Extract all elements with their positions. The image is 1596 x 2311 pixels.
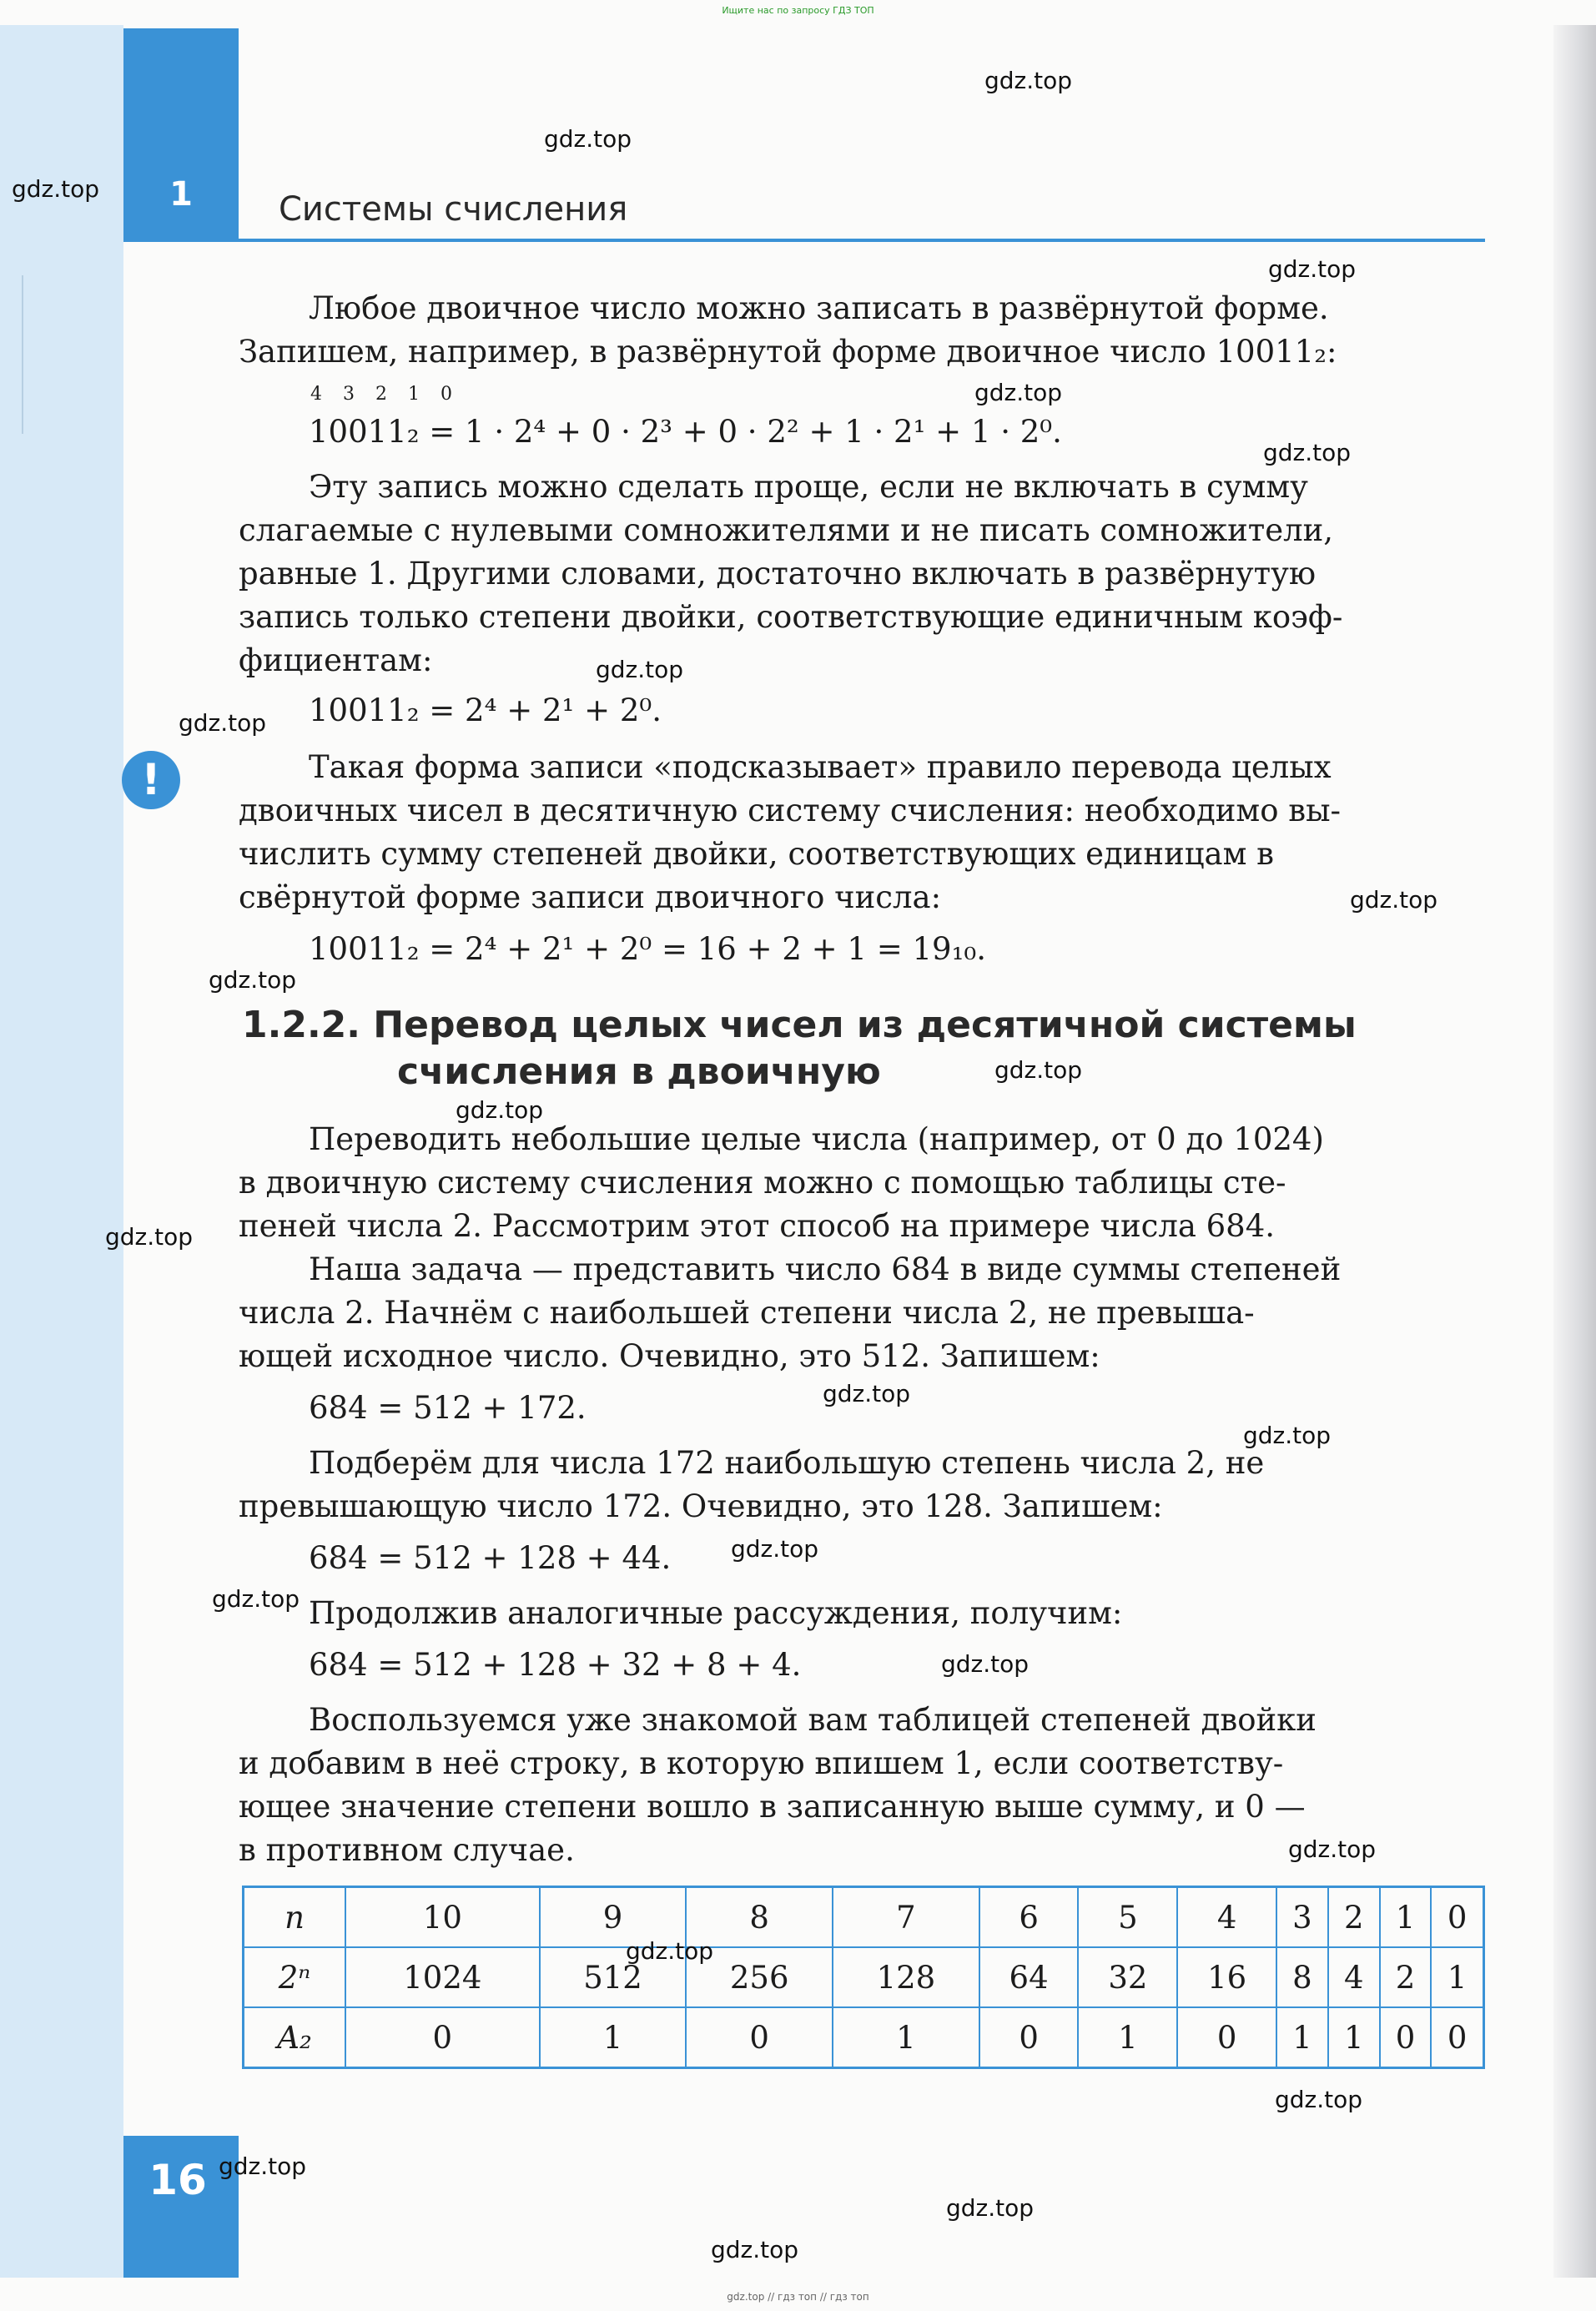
watermark: gdz.top bbox=[994, 1056, 1083, 1084]
table-cell: 9 bbox=[540, 1887, 687, 1948]
section-heading: 1.2.2. Перевод целых чисел из десятичной системы bbox=[242, 1004, 1357, 1046]
text-line: Эту запись можно сделать проще, если не включать в сумму bbox=[309, 469, 1308, 505]
row-header: n bbox=[244, 1887, 346, 1948]
table-cell: 0 bbox=[345, 2007, 540, 2068]
table-cell: 1024 bbox=[345, 1947, 540, 2007]
text-line: числа 2. Начнём с наибольшей степени числа 2, не превыша- bbox=[239, 1295, 1255, 1331]
formula: 684 = 512 + 172. bbox=[309, 1390, 587, 1426]
text-line: Переводить небольшие целые числа (например, от 0 до 1024) bbox=[309, 1121, 1324, 1157]
table-cell: 2 bbox=[1328, 1887, 1380, 1948]
text-line: Запишем, например, в развёрнутой форме двоичное число 10011₂: bbox=[239, 334, 1337, 370]
watermark: gdz.top bbox=[105, 1223, 194, 1251]
table-cell: 4 bbox=[1328, 1947, 1380, 2007]
table-cell: 1 bbox=[833, 2007, 979, 2068]
table-cell: 64 bbox=[979, 1947, 1079, 2007]
table-row-n bbox=[244, 1887, 1484, 1948]
text-line: слагаемые с нулевыми сомножителями и не писать сомножители, bbox=[239, 512, 1334, 548]
text-line: двоичных чисел в десятичную систему счисления: необходимо вы- bbox=[239, 793, 1342, 828]
table-cell: 6 bbox=[979, 1887, 1079, 1948]
table-cell: 0 bbox=[686, 2007, 833, 2068]
text-line: пеней числа 2. Рассмотрим этот способ на примере числа 684. bbox=[239, 1208, 1276, 1244]
margin-line bbox=[22, 275, 23, 434]
top-note: Ищите нас по запросу ГДЗ ТОП bbox=[722, 5, 874, 16]
watermark: gdz.top bbox=[711, 2236, 799, 2263]
header-rule bbox=[123, 239, 1485, 242]
formula: 684 = 512 + 128 + 32 + 8 + 4. bbox=[309, 1647, 802, 1683]
table-cell: 256 bbox=[686, 1947, 833, 2007]
text-line: и добавим в неё строку, в которую впишем 1, если соответству- bbox=[239, 1745, 1284, 1781]
formula: 10011₂ = 2⁴ + 2¹ + 2⁰ = 16 + 2 + 1 = 19₁₀. bbox=[309, 931, 986, 967]
watermark: gdz.top bbox=[596, 656, 684, 683]
watermark: gdz.top bbox=[1243, 1422, 1332, 1449]
table-row-power bbox=[244, 1947, 1484, 2007]
formula: 10011₂ = 1 · 2⁴ + 0 · 2³ + 0 · 2² + 1 · 2¹ + 1 · 2⁰. bbox=[309, 414, 1062, 450]
watermark: gdz.top bbox=[456, 1096, 544, 1124]
text-line: равные 1. Другими словами, достаточно включать в развёрнутую bbox=[239, 556, 1317, 592]
header-title: Системы счисления bbox=[279, 190, 628, 229]
watermark: gdz.top bbox=[1288, 1835, 1377, 1863]
row-header: 2ⁿ bbox=[244, 1947, 346, 2007]
table-cell: 0 bbox=[1431, 1887, 1483, 1948]
watermark: gdz.top bbox=[219, 2152, 307, 2180]
text-line: ющей исходное число. Очевидно, это 512. Запишем: bbox=[239, 1338, 1100, 1374]
watermark: gdz.top bbox=[984, 67, 1073, 94]
table-row-binary bbox=[244, 2007, 1484, 2068]
watermark: gdz.top bbox=[1268, 255, 1357, 283]
table-cell: 7 bbox=[833, 1887, 979, 1948]
watermark: gdz.top bbox=[974, 379, 1063, 406]
exponent-digits: 4 3 2 1 0 bbox=[310, 384, 460, 405]
watermark: gdz.top bbox=[941, 1650, 1030, 1678]
table-cell: 1 bbox=[1328, 2007, 1380, 2068]
left-margin-strip bbox=[0, 25, 123, 2278]
table-cell: 0 bbox=[979, 2007, 1079, 2068]
powers-of-two-table bbox=[242, 1886, 1485, 2069]
table-cell: 1 bbox=[1431, 1947, 1483, 2007]
table-cell: 8 bbox=[1276, 1947, 1328, 2007]
text-line: запись только степени двойки, соответствующие единичным коэф- bbox=[239, 599, 1343, 635]
text-line: Подберём для числа 172 наибольшую степень числа 2, не bbox=[309, 1445, 1265, 1481]
watermark: gdz.top bbox=[212, 1585, 300, 1613]
watermark: gdz.top bbox=[179, 709, 267, 737]
watermark: gdz.top bbox=[946, 2194, 1035, 2222]
table-cell: 10 bbox=[345, 1887, 540, 1948]
watermark: gdz.top bbox=[823, 1380, 911, 1407]
table-cell: 3 bbox=[1276, 1887, 1328, 1948]
table-cell: 0 bbox=[1380, 2007, 1432, 2068]
text-line: в двоичную систему счисления можно с помощью таблицы сте- bbox=[239, 1165, 1286, 1201]
formula: 684 = 512 + 128 + 44. bbox=[309, 1540, 672, 1576]
row-header: A₂ bbox=[244, 2007, 346, 2068]
watermark: gdz.top bbox=[12, 175, 100, 203]
text-line: Такая форма записи «подсказывает» правило перевода целых bbox=[309, 749, 1332, 785]
watermark: gdz.top bbox=[544, 125, 632, 153]
exclamation-icon: ! bbox=[122, 751, 180, 809]
text-line: свёрнутой форме записи двоичного числа: bbox=[239, 879, 942, 915]
page-number: 16 bbox=[149, 2156, 207, 2204]
table-cell: 1 bbox=[1380, 1887, 1432, 1948]
table-cell: 512 bbox=[540, 1947, 687, 2007]
text-line: превышающую число 172. Очевидно, это 128. Запишем: bbox=[239, 1488, 1163, 1524]
text-line: фициентам: bbox=[239, 642, 433, 678]
watermark: gdz.top bbox=[209, 966, 297, 994]
formula: 10011₂ = 2⁴ + 2¹ + 2⁰. bbox=[309, 692, 662, 728]
chapter-number: 1 bbox=[169, 175, 193, 214]
watermark: gdz.top bbox=[1263, 439, 1352, 466]
text-line: Продолжив аналогичные рассуждения, получим: bbox=[309, 1595, 1123, 1631]
table-cell: 16 bbox=[1177, 1947, 1276, 2007]
table-cell: 1 bbox=[540, 2007, 687, 2068]
page-edge-shadow bbox=[1553, 25, 1596, 2278]
table-cell: 1 bbox=[1276, 2007, 1328, 2068]
table-cell: 8 bbox=[686, 1887, 833, 1948]
table-cell: 0 bbox=[1177, 2007, 1276, 2068]
watermark: gdz.top bbox=[1350, 886, 1438, 914]
watermark: gdz.top bbox=[626, 1937, 714, 1965]
table-cell: 4 bbox=[1177, 1887, 1276, 1948]
text-line: числить сумму степеней двойки, соответствующих единицам в bbox=[239, 836, 1274, 872]
table-cell: 5 bbox=[1078, 1887, 1177, 1948]
table-cell: 128 bbox=[833, 1947, 979, 2007]
section-heading-line2: счисления в двоичную bbox=[397, 1050, 881, 1093]
text-line: в противном случае. bbox=[239, 1832, 575, 1868]
table-cell: 32 bbox=[1078, 1947, 1177, 2007]
text-line: Любое двоичное число можно записать в развёрнутой форме. bbox=[309, 290, 1329, 326]
watermark: gdz.top bbox=[1275, 2086, 1363, 2113]
watermark: gdz.top bbox=[731, 1535, 819, 1563]
text-line: Воспользуемся уже знакомой вам таблицей степеней двойки bbox=[309, 1702, 1317, 1738]
bottom-note: gdz.top // гдз топ // гдз топ bbox=[727, 2291, 869, 2303]
table-cell: 1 bbox=[1078, 2007, 1177, 2068]
table-cell: 2 bbox=[1380, 1947, 1432, 2007]
text-line: Наша задача — представить число 684 в виде суммы степеней bbox=[309, 1251, 1342, 1287]
table-cell: 0 bbox=[1431, 2007, 1483, 2068]
text-line: ющее значение степени вошло в записанную выше сумму, и 0 — bbox=[239, 1789, 1306, 1825]
